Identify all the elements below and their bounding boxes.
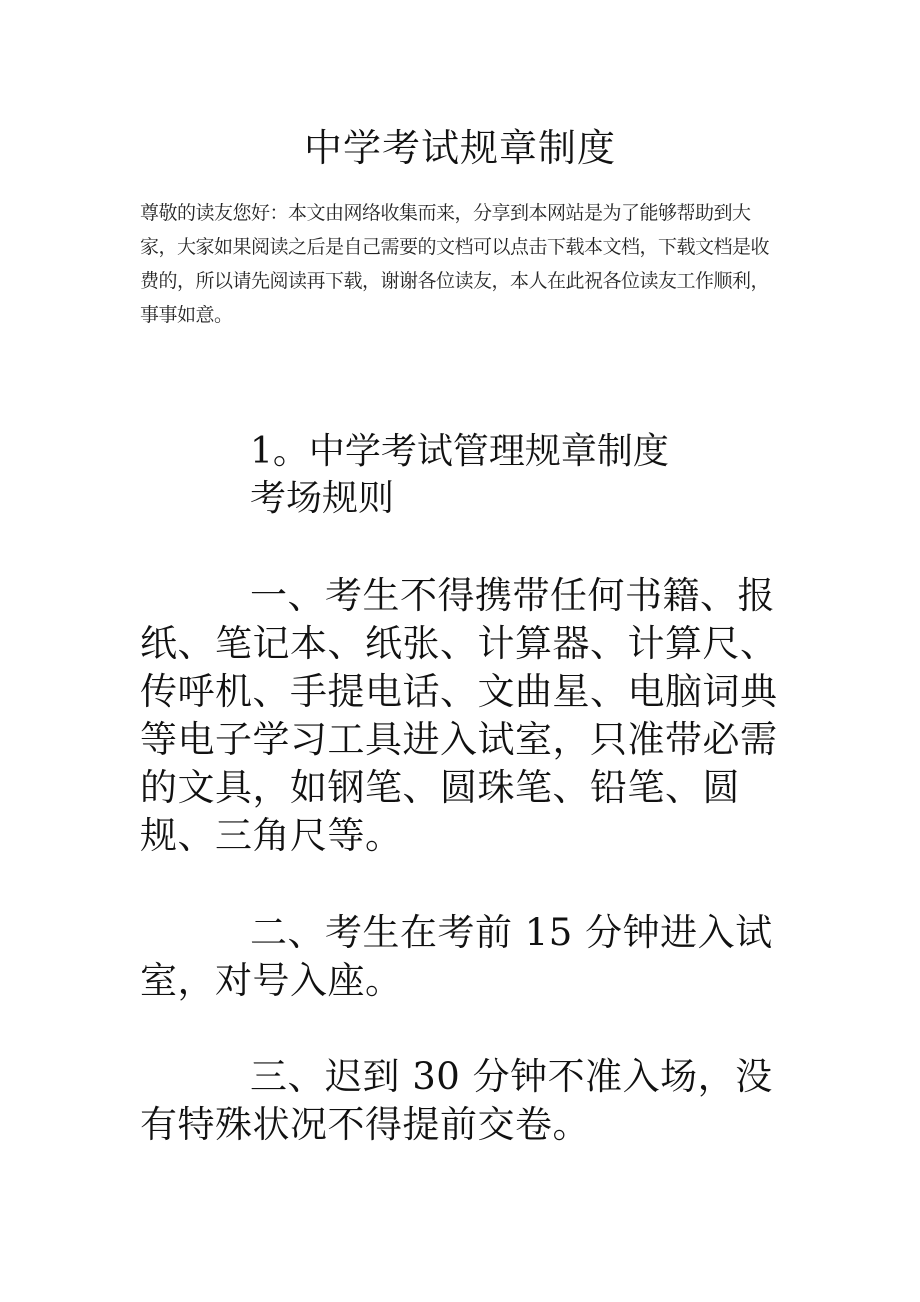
rule-paragraph-2: 二、考生在考前 15 分钟进入试室，对号入座。 — [140, 911, 773, 1002]
rule-paragraph-1: 一、考生不得携带任何书籍、报纸、笔记本、纸张、计算器、计算尺、传呼机、手提电话、文曲星、电脑词典等电子学习工具进入试室，只准带必需的文具，如钢笔、圆珠笔、铅笔、圆规、三角尺等。 — [140, 574, 778, 857]
rule-paragraph-3: 三、迟到 30 分钟不准入场，没有特殊状况不得提前交卷。 — [140, 1055, 773, 1146]
subheading: 考场规则 — [250, 478, 395, 519]
section-heading: 1。中学考试管理规章制度 — [250, 431, 669, 472]
document-title: 中学考试规章制度 — [303, 126, 616, 170]
reader-notice: 尊敬的读友您好：本文由网络收集而来，分享到本网站是为了能够帮助到大家，大家如果阅读之后是自己需要的文档可以点击下载本文档，下载文档是收费的，所以请先阅读再下载，谢谢各位读友，本人在此祝各位读友工作顺利，事事如意。 — [140, 202, 770, 326]
